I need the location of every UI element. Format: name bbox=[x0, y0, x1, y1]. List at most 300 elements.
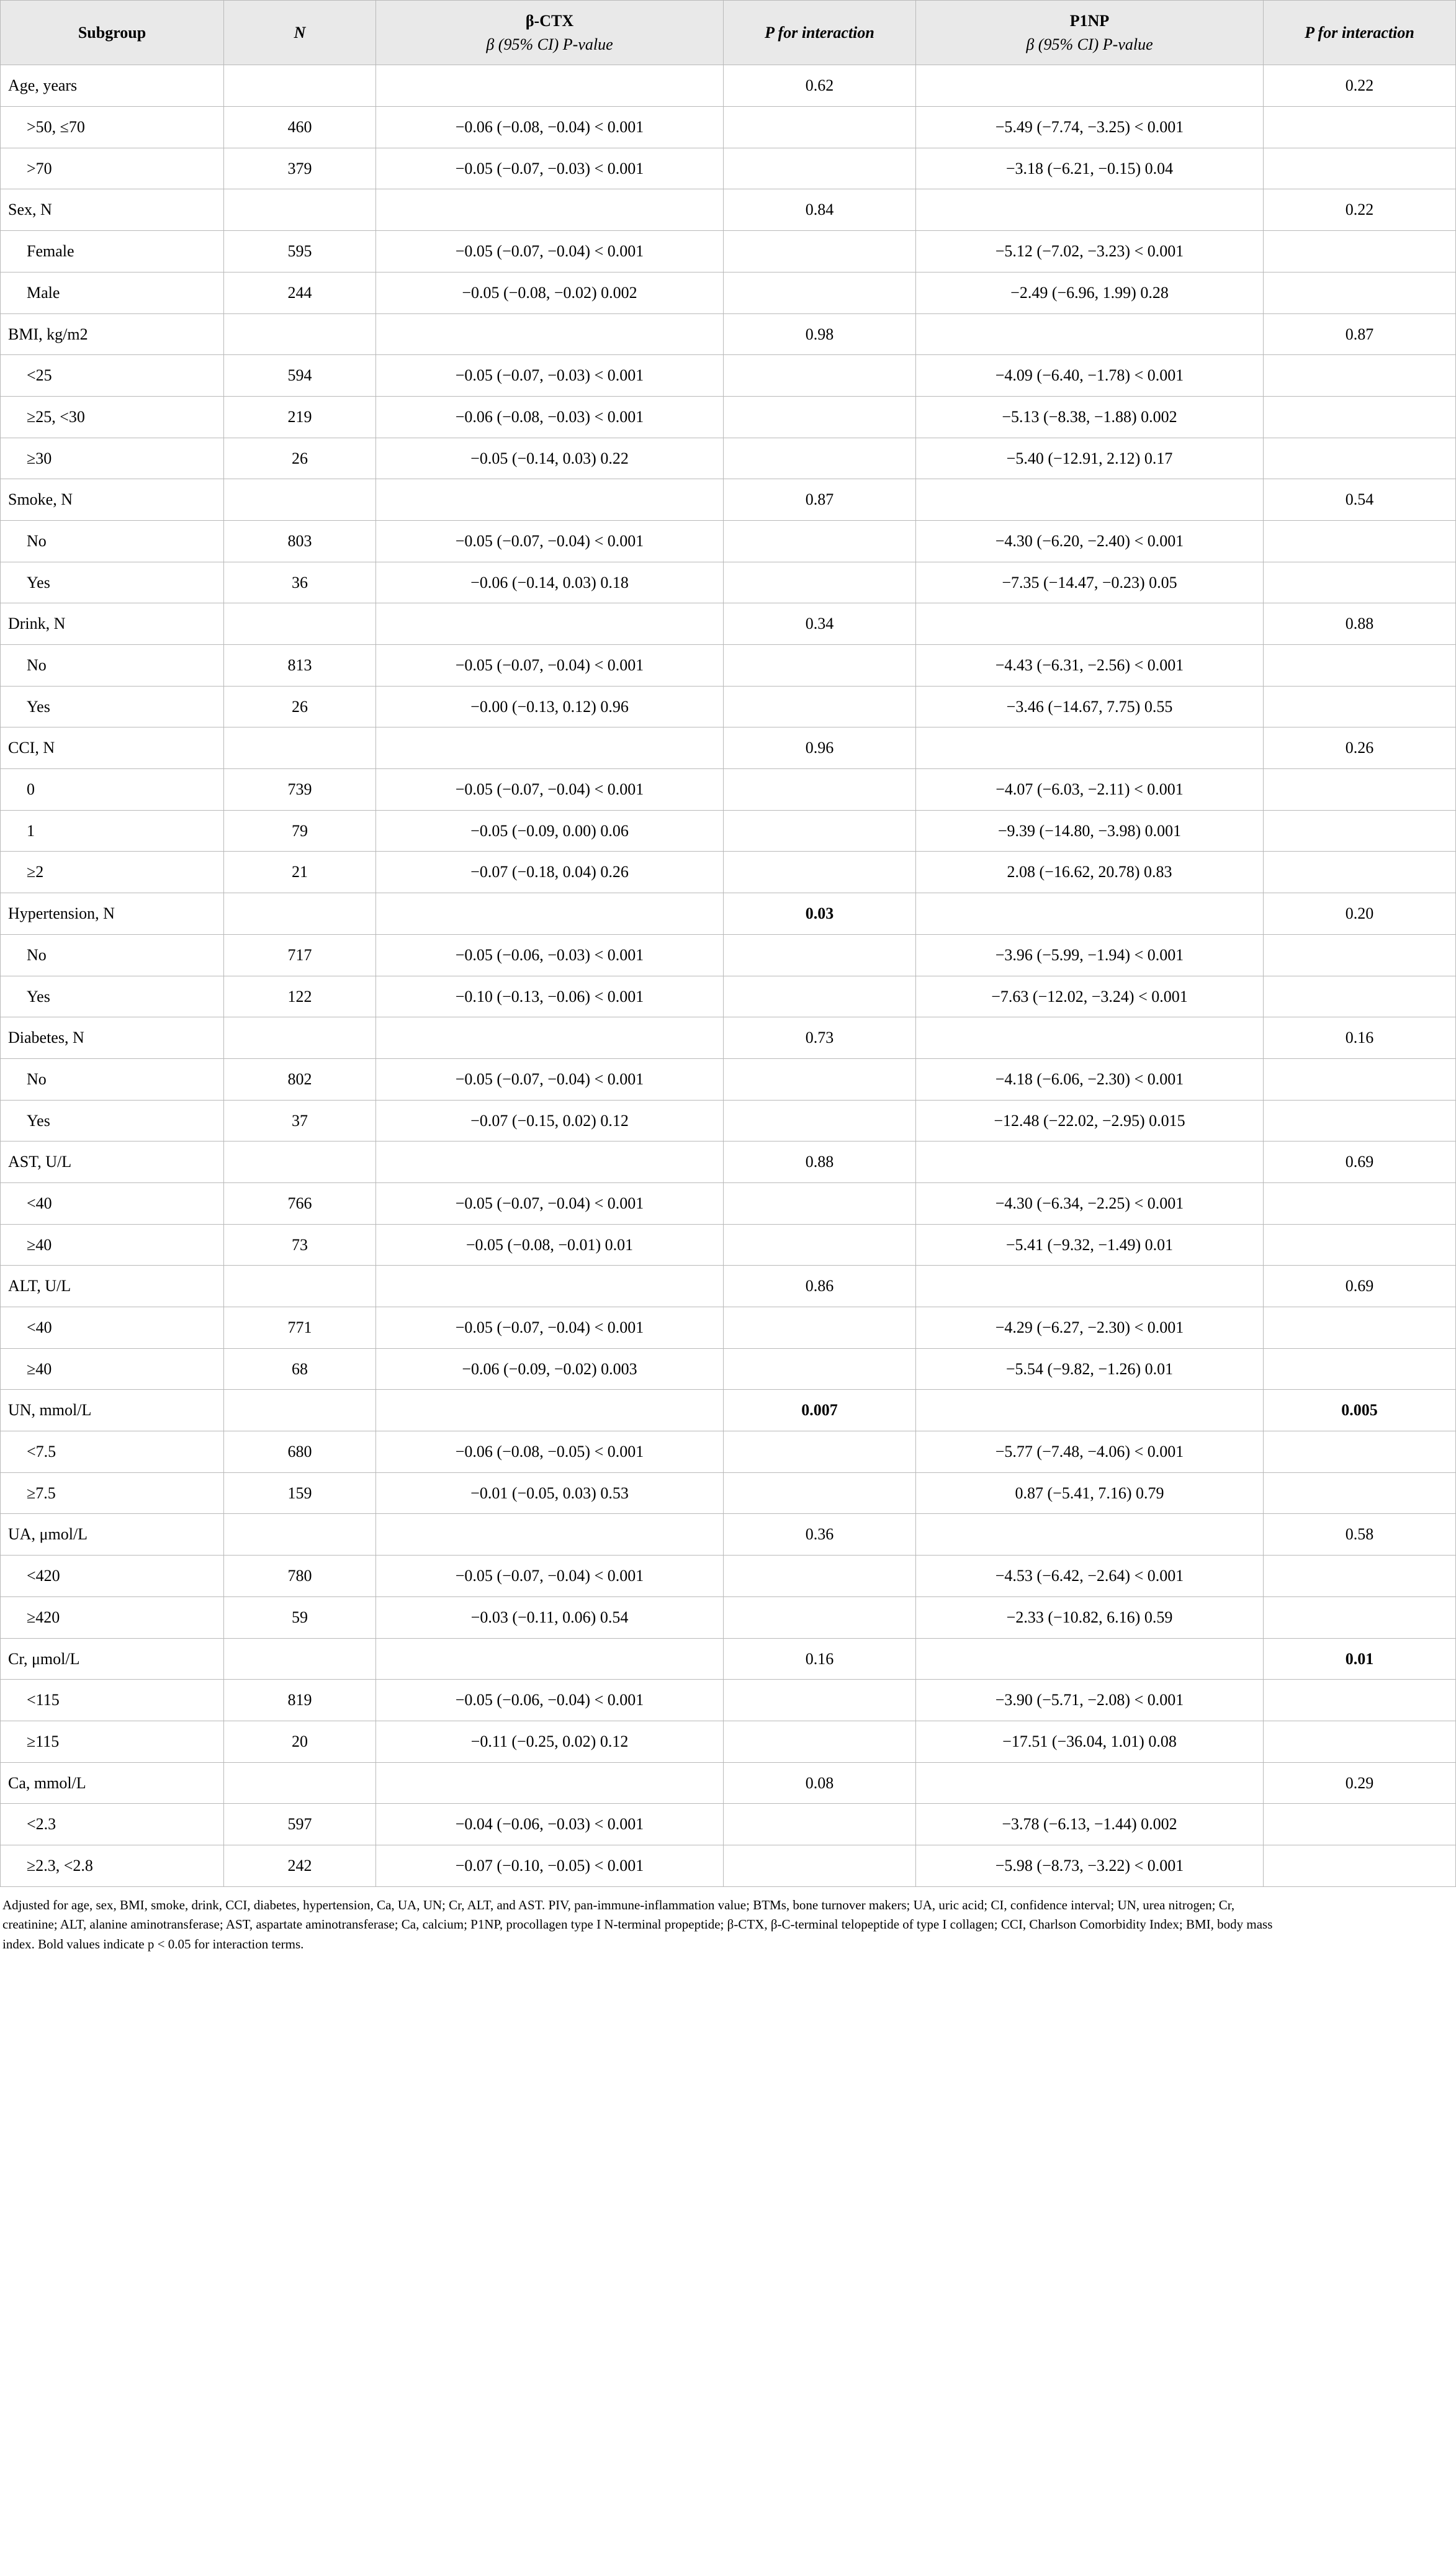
cell-p-interaction-bctx bbox=[724, 934, 916, 976]
table-row bbox=[1, 1638, 1456, 1680]
subgroup-level-label: Yes bbox=[1, 686, 224, 727]
cell-bctx-estimate: −0.07 (−0.10, −0.05) < 0.001 bbox=[376, 1845, 724, 1886]
cell-p1np-estimate bbox=[916, 65, 1264, 107]
cell-p-interaction-bctx: 0.98 bbox=[724, 313, 916, 355]
cell-p-interaction-p1np: 0.01 bbox=[1264, 1638, 1456, 1680]
cell-p-interaction-p1np bbox=[1264, 355, 1456, 397]
cell-n bbox=[224, 1638, 376, 1680]
table-row bbox=[1, 1514, 1456, 1556]
subgroup-level-label: <25 bbox=[1, 355, 224, 397]
cell-bctx-estimate bbox=[376, 727, 724, 769]
cell-n bbox=[224, 65, 376, 107]
cell-bctx-estimate bbox=[376, 1762, 724, 1804]
cell-p-interaction-p1np: 0.16 bbox=[1264, 1017, 1456, 1059]
cell-p-interaction-bctx bbox=[724, 1556, 916, 1597]
cell-p1np-estimate bbox=[916, 1266, 1264, 1307]
subgroup-category-label: UN, mmol/L bbox=[1, 1390, 224, 1431]
cell-p1np-estimate bbox=[916, 189, 1264, 231]
cell-p-interaction-p1np bbox=[1264, 852, 1456, 893]
cell-bctx-estimate: −0.05 (−0.08, −0.01) 0.01 bbox=[376, 1224, 724, 1266]
cell-p-interaction-p1np bbox=[1264, 438, 1456, 479]
cell-bctx-estimate bbox=[376, 1390, 724, 1431]
cell-p-interaction-bctx bbox=[724, 1721, 916, 1762]
cell-p-interaction-p1np: 0.69 bbox=[1264, 1141, 1456, 1183]
cell-n: 68 bbox=[224, 1348, 376, 1390]
column-header-p1np bbox=[916, 1, 1264, 65]
subgroup-level-label: <40 bbox=[1, 1307, 224, 1349]
table-header bbox=[1, 1, 1456, 65]
cell-n bbox=[224, 1514, 376, 1556]
subgroup-category-label: Cr, μmol/L bbox=[1, 1638, 224, 1680]
subgroup-level-label: No bbox=[1, 520, 224, 562]
cell-p-interaction-p1np bbox=[1264, 1596, 1456, 1638]
table-row bbox=[1, 1804, 1456, 1845]
cell-bctx-estimate bbox=[376, 1514, 724, 1556]
cell-p1np-estimate: −2.33 (−10.82, 6.16) 0.59 bbox=[916, 1596, 1264, 1638]
cell-p1np-estimate bbox=[916, 603, 1264, 645]
cell-p-interaction-p1np bbox=[1264, 686, 1456, 727]
cell-p1np-estimate: −4.43 (−6.31, −2.56) < 0.001 bbox=[916, 645, 1264, 687]
cell-p-interaction-p1np: 0.22 bbox=[1264, 189, 1456, 231]
cell-bctx-estimate: −0.10 (−0.13, −0.06) < 0.001 bbox=[376, 976, 724, 1017]
subgroup-level-label: <115 bbox=[1, 1680, 224, 1721]
cell-p-interaction-p1np: 0.20 bbox=[1264, 893, 1456, 935]
cell-bctx-estimate: −0.11 (−0.25, 0.02) 0.12 bbox=[376, 1721, 724, 1762]
cell-bctx-estimate: −0.05 (−0.07, −0.04) < 0.001 bbox=[376, 520, 724, 562]
subgroup-level-label: ≥2 bbox=[1, 852, 224, 893]
table-row bbox=[1, 1182, 1456, 1224]
cell-n bbox=[224, 479, 376, 521]
cell-p-interaction-p1np: 0.22 bbox=[1264, 65, 1456, 107]
column-header-p1np-label: P1NP bbox=[1069, 12, 1110, 30]
cell-p1np-estimate: −5.98 (−8.73, −3.22) < 0.001 bbox=[916, 1845, 1264, 1886]
cell-p-interaction-p1np bbox=[1264, 272, 1456, 313]
cell-n: 597 bbox=[224, 1804, 376, 1845]
cell-p-interaction-bctx bbox=[724, 396, 916, 438]
table-row bbox=[1, 438, 1456, 479]
cell-p-interaction-bctx bbox=[724, 976, 916, 1017]
cell-bctx-estimate: −0.04 (−0.06, −0.03) < 0.001 bbox=[376, 1804, 724, 1845]
cell-n: 379 bbox=[224, 148, 376, 189]
cell-bctx-estimate: −0.05 (−0.07, −0.04) < 0.001 bbox=[376, 1307, 724, 1349]
table-row bbox=[1, 852, 1456, 893]
cell-p-interaction-p1np bbox=[1264, 1431, 1456, 1473]
cell-n bbox=[224, 313, 376, 355]
subgroup-level-label: <2.3 bbox=[1, 1804, 224, 1845]
cell-n: 802 bbox=[224, 1058, 376, 1100]
cell-p1np-estimate: −3.90 (−5.71, −2.08) < 0.001 bbox=[916, 1680, 1264, 1721]
table-row bbox=[1, 1224, 1456, 1266]
cell-p1np-estimate: −17.51 (−36.04, 1.01) 0.08 bbox=[916, 1721, 1264, 1762]
table-row bbox=[1, 1431, 1456, 1473]
cell-p-interaction-p1np bbox=[1264, 1721, 1456, 1762]
cell-p-interaction-p1np bbox=[1264, 1182, 1456, 1224]
table-row bbox=[1, 479, 1456, 521]
table-row bbox=[1, 1556, 1456, 1597]
cell-bctx-estimate: −0.06 (−0.08, −0.03) < 0.001 bbox=[376, 396, 724, 438]
subgroup-level-label: 0 bbox=[1, 769, 224, 811]
cell-p-interaction-bctx: 0.007 bbox=[724, 1390, 916, 1431]
cell-p1np-estimate: −4.09 (−6.40, −1.78) < 0.001 bbox=[916, 355, 1264, 397]
cell-p-interaction-p1np bbox=[1264, 1348, 1456, 1390]
cell-p-interaction-p1np bbox=[1264, 645, 1456, 687]
subgroup-level-label: Yes bbox=[1, 1100, 224, 1141]
cell-p-interaction-bctx: 0.36 bbox=[724, 1514, 916, 1556]
column-header-bctx bbox=[376, 1, 724, 65]
table-row bbox=[1, 1390, 1456, 1431]
cell-p-interaction-bctx bbox=[724, 1845, 916, 1886]
cell-p-interaction-bctx bbox=[724, 1431, 916, 1473]
subgroup-level-label: Female bbox=[1, 231, 224, 272]
cell-p-interaction-p1np: 0.005 bbox=[1264, 1390, 1456, 1431]
subgroup-category-label: AST, U/L bbox=[1, 1141, 224, 1183]
subgroup-level-label: <7.5 bbox=[1, 1431, 224, 1473]
subgroup-category-label: UA, μmol/L bbox=[1, 1514, 224, 1556]
table-row bbox=[1, 976, 1456, 1017]
cell-p1np-estimate bbox=[916, 1390, 1264, 1431]
cell-p-interaction-bctx: 0.34 bbox=[724, 603, 916, 645]
table-row bbox=[1, 1472, 1456, 1514]
cell-p-interaction-p1np: 0.26 bbox=[1264, 727, 1456, 769]
cell-p-interaction-bctx bbox=[724, 1224, 916, 1266]
cell-bctx-estimate: −0.00 (−0.13, 0.12) 0.96 bbox=[376, 686, 724, 727]
cell-p1np-estimate: −5.77 (−7.48, −4.06) < 0.001 bbox=[916, 1431, 1264, 1473]
cell-bctx-estimate: −0.05 (−0.07, −0.04) < 0.001 bbox=[376, 645, 724, 687]
table-row bbox=[1, 272, 1456, 313]
table-row bbox=[1, 65, 1456, 107]
cell-p-interaction-p1np bbox=[1264, 1058, 1456, 1100]
cell-p1np-estimate: −3.78 (−6.13, −1.44) 0.002 bbox=[916, 1804, 1264, 1845]
table-row bbox=[1, 1266, 1456, 1307]
cell-p1np-estimate: −5.54 (−9.82, −1.26) 0.01 bbox=[916, 1348, 1264, 1390]
cell-p-interaction-p1np bbox=[1264, 934, 1456, 976]
cell-p-interaction-bctx: 0.88 bbox=[724, 1141, 916, 1183]
cell-p-interaction-bctx: 0.08 bbox=[724, 1762, 916, 1804]
cell-p-interaction-bctx bbox=[724, 562, 916, 603]
column-header-p-interaction-bctx-label: P for interaction bbox=[765, 23, 874, 42]
column-header-subgroup-label: Subgroup bbox=[78, 23, 146, 42]
table-row bbox=[1, 1596, 1456, 1638]
cell-p-interaction-p1np bbox=[1264, 1556, 1456, 1597]
cell-n: 244 bbox=[224, 272, 376, 313]
cell-p-interaction-p1np: 0.58 bbox=[1264, 1514, 1456, 1556]
table-row bbox=[1, 355, 1456, 397]
cell-bctx-estimate bbox=[376, 603, 724, 645]
column-header-subgroup bbox=[1, 1, 224, 65]
table-row bbox=[1, 148, 1456, 189]
cell-bctx-estimate: −0.05 (−0.07, −0.04) < 0.001 bbox=[376, 1556, 724, 1597]
column-header-p-interaction-p1np-label: P for interaction bbox=[1305, 23, 1414, 42]
cell-n: 26 bbox=[224, 438, 376, 479]
cell-bctx-estimate bbox=[376, 65, 724, 107]
cell-n: 771 bbox=[224, 1307, 376, 1349]
table-row bbox=[1, 603, 1456, 645]
cell-p-interaction-bctx: 0.87 bbox=[724, 479, 916, 521]
cell-bctx-estimate: −0.05 (−0.07, −0.04) < 0.001 bbox=[376, 1058, 724, 1100]
cell-p-interaction-bctx: 0.96 bbox=[724, 727, 916, 769]
cell-p1np-estimate: −3.18 (−6.21, −0.15) 0.04 bbox=[916, 148, 1264, 189]
subgroup-level-label: 1 bbox=[1, 810, 224, 852]
subgroup-category-label: Age, years bbox=[1, 65, 224, 107]
table-row bbox=[1, 520, 1456, 562]
table-row bbox=[1, 313, 1456, 355]
cell-p-interaction-bctx bbox=[724, 1804, 916, 1845]
cell-n: 242 bbox=[224, 1845, 376, 1886]
cell-p-interaction-p1np: 0.54 bbox=[1264, 479, 1456, 521]
cell-n: 26 bbox=[224, 686, 376, 727]
cell-bctx-estimate: −0.06 (−0.08, −0.04) < 0.001 bbox=[376, 107, 724, 148]
cell-p-interaction-p1np bbox=[1264, 1680, 1456, 1721]
cell-p1np-estimate bbox=[916, 1141, 1264, 1183]
cell-p-interaction-bctx bbox=[724, 1307, 916, 1349]
column-header-n-label: N bbox=[294, 23, 306, 42]
subgroup-level-label: Yes bbox=[1, 976, 224, 1017]
cell-n: 813 bbox=[224, 645, 376, 687]
cell-n bbox=[224, 603, 376, 645]
table-row bbox=[1, 396, 1456, 438]
subgroup-level-label: <40 bbox=[1, 1182, 224, 1224]
subgroup-level-label: ≥30 bbox=[1, 438, 224, 479]
cell-n bbox=[224, 1390, 376, 1431]
cell-p-interaction-bctx bbox=[724, 438, 916, 479]
cell-p-interaction-bctx bbox=[724, 520, 916, 562]
cell-bctx-estimate bbox=[376, 1017, 724, 1059]
table-row bbox=[1, 107, 1456, 148]
column-header-bctx-sublabel: β (95% CI) P-value bbox=[486, 35, 613, 53]
cell-p-interaction-p1np bbox=[1264, 396, 1456, 438]
subgroup-level-label: Male bbox=[1, 272, 224, 313]
cell-n: 79 bbox=[224, 810, 376, 852]
cell-bctx-estimate: −0.05 (−0.08, −0.02) 0.002 bbox=[376, 272, 724, 313]
subgroup-level-label: Yes bbox=[1, 562, 224, 603]
table-row bbox=[1, 1141, 1456, 1183]
subgroup-category-label: Ca, mmol/L bbox=[1, 1762, 224, 1804]
cell-bctx-estimate bbox=[376, 479, 724, 521]
cell-p1np-estimate: 0.87 (−5.41, 7.16) 0.79 bbox=[916, 1472, 1264, 1514]
cell-n: 780 bbox=[224, 1556, 376, 1597]
table-row bbox=[1, 1348, 1456, 1390]
cell-p1np-estimate: 2.08 (−16.62, 20.78) 0.83 bbox=[916, 852, 1264, 893]
table-row bbox=[1, 686, 1456, 727]
subgroup-category-label: BMI, kg/m2 bbox=[1, 313, 224, 355]
cell-bctx-estimate: −0.06 (−0.09, −0.02) 0.003 bbox=[376, 1348, 724, 1390]
cell-p-interaction-bctx bbox=[724, 769, 916, 811]
cell-p-interaction-bctx: 0.86 bbox=[724, 1266, 916, 1307]
cell-p1np-estimate: −4.53 (−6.42, −2.64) < 0.001 bbox=[916, 1556, 1264, 1597]
cell-p-interaction-p1np bbox=[1264, 231, 1456, 272]
cell-p-interaction-p1np bbox=[1264, 1224, 1456, 1266]
cell-n: 159 bbox=[224, 1472, 376, 1514]
table-row bbox=[1, 1762, 1456, 1804]
cell-p-interaction-bctx: 0.62 bbox=[724, 65, 916, 107]
cell-p-interaction-p1np: 0.87 bbox=[1264, 313, 1456, 355]
cell-p-interaction-p1np bbox=[1264, 976, 1456, 1017]
table-row bbox=[1, 769, 1456, 811]
cell-p-interaction-p1np bbox=[1264, 1804, 1456, 1845]
subgroup-category-label: Diabetes, N bbox=[1, 1017, 224, 1059]
cell-n: 219 bbox=[224, 396, 376, 438]
cell-n: 36 bbox=[224, 562, 376, 603]
cell-p-interaction-bctx bbox=[724, 686, 916, 727]
table-footnote: Adjusted for age, sex, BMI, smoke, drink, CCI, diabetes, hypertension, Ca, UA, UN; Cr, ALT, and AST. PIV, pan-immune-inflammation value; BTMs, bone turnover makers; UA, uric acid; CI, confidence interval; UN, urea nitrogen; Cr, creatinine; ALT, alanine aminotransferase; AST, aspartate aminotransferase; Ca, calcium; P1NP, procollagen type I N-terminal propeptide; β-CTX, β-C-terminal telopeptide of type I collagen; CCI, Charlson Comorbidity Index; BMI, body mass index. Bold values indicate p < 0.05 for interaction terms. bbox=[2, 1897, 1273, 1952]
cell-n: 460 bbox=[224, 107, 376, 148]
column-header-bctx-label: β-CTX bbox=[525, 12, 574, 30]
table-row bbox=[1, 934, 1456, 976]
subgroup-level-label: ≥420 bbox=[1, 1596, 224, 1638]
cell-bctx-estimate bbox=[376, 313, 724, 355]
cell-p1np-estimate: −9.39 (−14.80, −3.98) 0.001 bbox=[916, 810, 1264, 852]
table-row bbox=[1, 1721, 1456, 1762]
cell-n bbox=[224, 893, 376, 935]
table-body bbox=[1, 65, 1456, 1886]
table-row bbox=[1, 727, 1456, 769]
cell-p-interaction-p1np: 0.69 bbox=[1264, 1266, 1456, 1307]
subgroup-level-label: ≥115 bbox=[1, 1721, 224, 1762]
cell-p-interaction-bctx bbox=[724, 107, 916, 148]
cell-p-interaction-bctx bbox=[724, 810, 916, 852]
cell-p1np-estimate bbox=[916, 1762, 1264, 1804]
cell-n bbox=[224, 1017, 376, 1059]
cell-p1np-estimate: −5.13 (−8.38, −1.88) 0.002 bbox=[916, 396, 1264, 438]
column-header-p-interaction-p1np bbox=[1264, 1, 1456, 65]
cell-p-interaction-bctx bbox=[724, 645, 916, 687]
cell-p-interaction-p1np bbox=[1264, 107, 1456, 148]
subgroup-level-label: ≥2.3, <2.8 bbox=[1, 1845, 224, 1886]
cell-p1np-estimate: −7.35 (−14.47, −0.23) 0.05 bbox=[916, 562, 1264, 603]
cell-bctx-estimate: −0.05 (−0.07, −0.03) < 0.001 bbox=[376, 355, 724, 397]
cell-p-interaction-bctx bbox=[724, 231, 916, 272]
cell-p-interaction-bctx bbox=[724, 1348, 916, 1390]
cell-p-interaction-p1np bbox=[1264, 1472, 1456, 1514]
cell-bctx-estimate bbox=[376, 1638, 724, 1680]
cell-bctx-estimate: −0.07 (−0.15, 0.02) 0.12 bbox=[376, 1100, 724, 1141]
subgroup-category-label: Smoke, N bbox=[1, 479, 224, 521]
cell-p-interaction-bctx bbox=[724, 355, 916, 397]
cell-p-interaction-p1np bbox=[1264, 1307, 1456, 1349]
cell-bctx-estimate bbox=[376, 1141, 724, 1183]
cell-bctx-estimate bbox=[376, 893, 724, 935]
subgroup-level-label: >50, ≤70 bbox=[1, 107, 224, 148]
cell-bctx-estimate: −0.05 (−0.06, −0.04) < 0.001 bbox=[376, 1680, 724, 1721]
cell-n: 37 bbox=[224, 1100, 376, 1141]
cell-n: 739 bbox=[224, 769, 376, 811]
cell-n: 20 bbox=[224, 1721, 376, 1762]
cell-bctx-estimate: −0.05 (−0.14, 0.03) 0.22 bbox=[376, 438, 724, 479]
table-row bbox=[1, 1058, 1456, 1100]
cell-p-interaction-bctx bbox=[724, 852, 916, 893]
column-header-p1np-sublabel: β (95% CI) P-value bbox=[1026, 35, 1153, 53]
cell-p-interaction-bctx bbox=[724, 1472, 916, 1514]
cell-p1np-estimate: −5.40 (−12.91, 2.12) 0.17 bbox=[916, 438, 1264, 479]
subgroup-level-label: ≥40 bbox=[1, 1348, 224, 1390]
cell-p1np-estimate bbox=[916, 727, 1264, 769]
cell-n bbox=[224, 189, 376, 231]
cell-bctx-estimate: −0.06 (−0.14, 0.03) 0.18 bbox=[376, 562, 724, 603]
cell-bctx-estimate: −0.05 (−0.07, −0.03) < 0.001 bbox=[376, 148, 724, 189]
cell-p1np-estimate: −5.49 (−7.74, −3.25) < 0.001 bbox=[916, 107, 1264, 148]
cell-p1np-estimate: −3.46 (−14.67, 7.75) 0.55 bbox=[916, 686, 1264, 727]
cell-p1np-estimate bbox=[916, 893, 1264, 935]
cell-p-interaction-bctx bbox=[724, 1058, 916, 1100]
cell-p-interaction-bctx bbox=[724, 1182, 916, 1224]
cell-p1np-estimate: −4.29 (−6.27, −2.30) < 0.001 bbox=[916, 1307, 1264, 1349]
cell-n: 717 bbox=[224, 934, 376, 976]
cell-p1np-estimate: −5.12 (−7.02, −3.23) < 0.001 bbox=[916, 231, 1264, 272]
cell-bctx-estimate: −0.01 (−0.05, 0.03) 0.53 bbox=[376, 1472, 724, 1514]
cell-p1np-estimate: −12.48 (−22.02, −2.95) 0.015 bbox=[916, 1100, 1264, 1141]
cell-p-interaction-p1np bbox=[1264, 1845, 1456, 1886]
cell-bctx-estimate: −0.05 (−0.07, −0.04) < 0.001 bbox=[376, 1182, 724, 1224]
subgroup-level-label: ≥40 bbox=[1, 1224, 224, 1266]
cell-bctx-estimate: −0.05 (−0.06, −0.03) < 0.001 bbox=[376, 934, 724, 976]
table-row bbox=[1, 810, 1456, 852]
cell-p1np-estimate bbox=[916, 1638, 1264, 1680]
cell-p-interaction-p1np: 0.88 bbox=[1264, 603, 1456, 645]
cell-p1np-estimate: −4.30 (−6.20, −2.40) < 0.001 bbox=[916, 520, 1264, 562]
table-row bbox=[1, 189, 1456, 231]
cell-p1np-estimate bbox=[916, 479, 1264, 521]
cell-n: 766 bbox=[224, 1182, 376, 1224]
cell-p-interaction-bctx bbox=[724, 1596, 916, 1638]
header-row bbox=[1, 1, 1456, 65]
cell-n: 122 bbox=[224, 976, 376, 1017]
table-row bbox=[1, 1017, 1456, 1059]
cell-p-interaction-bctx bbox=[724, 272, 916, 313]
cell-p1np-estimate: −5.41 (−9.32, −1.49) 0.01 bbox=[916, 1224, 1264, 1266]
cell-bctx-estimate bbox=[376, 1266, 724, 1307]
cell-n: 21 bbox=[224, 852, 376, 893]
cell-p1np-estimate: −4.18 (−6.06, −2.30) < 0.001 bbox=[916, 1058, 1264, 1100]
subgroup-level-label: <420 bbox=[1, 1556, 224, 1597]
column-header-n bbox=[224, 1, 376, 65]
cell-p1np-estimate: −2.49 (−6.96, 1.99) 0.28 bbox=[916, 272, 1264, 313]
cell-n: 73 bbox=[224, 1224, 376, 1266]
cell-p-interaction-bctx: 0.16 bbox=[724, 1638, 916, 1680]
cell-bctx-estimate: −0.05 (−0.07, −0.04) < 0.001 bbox=[376, 769, 724, 811]
cell-n: 594 bbox=[224, 355, 376, 397]
cell-n: 59 bbox=[224, 1596, 376, 1638]
cell-p1np-estimate bbox=[916, 1017, 1264, 1059]
subgroup-level-label: No bbox=[1, 645, 224, 687]
table-row bbox=[1, 893, 1456, 935]
cell-p1np-estimate bbox=[916, 313, 1264, 355]
cell-bctx-estimate: −0.07 (−0.18, 0.04) 0.26 bbox=[376, 852, 724, 893]
subgroup-level-label: ≥25, <30 bbox=[1, 396, 224, 438]
column-header-p-interaction-bctx bbox=[724, 1, 916, 65]
cell-p1np-estimate: −3.96 (−5.99, −1.94) < 0.001 bbox=[916, 934, 1264, 976]
cell-p1np-estimate: −4.30 (−6.34, −2.25) < 0.001 bbox=[916, 1182, 1264, 1224]
subgroup-level-label: >70 bbox=[1, 148, 224, 189]
cell-n: 803 bbox=[224, 520, 376, 562]
cell-bctx-estimate: −0.03 (−0.11, 0.06) 0.54 bbox=[376, 1596, 724, 1638]
cell-p-interaction-p1np bbox=[1264, 769, 1456, 811]
subgroup-level-label: No bbox=[1, 1058, 224, 1100]
subgroup-category-label: Sex, N bbox=[1, 189, 224, 231]
cell-n bbox=[224, 1266, 376, 1307]
table-row bbox=[1, 562, 1456, 603]
cell-p1np-estimate bbox=[916, 1514, 1264, 1556]
subgroup-category-label: Hypertension, N bbox=[1, 893, 224, 935]
cell-n bbox=[224, 1762, 376, 1804]
cell-n: 819 bbox=[224, 1680, 376, 1721]
subgroup-category-label: Drink, N bbox=[1, 603, 224, 645]
table-row bbox=[1, 645, 1456, 687]
cell-p-interaction-p1np bbox=[1264, 520, 1456, 562]
cell-p1np-estimate: −4.07 (−6.03, −2.11) < 0.001 bbox=[916, 769, 1264, 811]
cell-p-interaction-p1np: 0.29 bbox=[1264, 1762, 1456, 1804]
cell-p-interaction-bctx: 0.73 bbox=[724, 1017, 916, 1059]
table-row bbox=[1, 231, 1456, 272]
